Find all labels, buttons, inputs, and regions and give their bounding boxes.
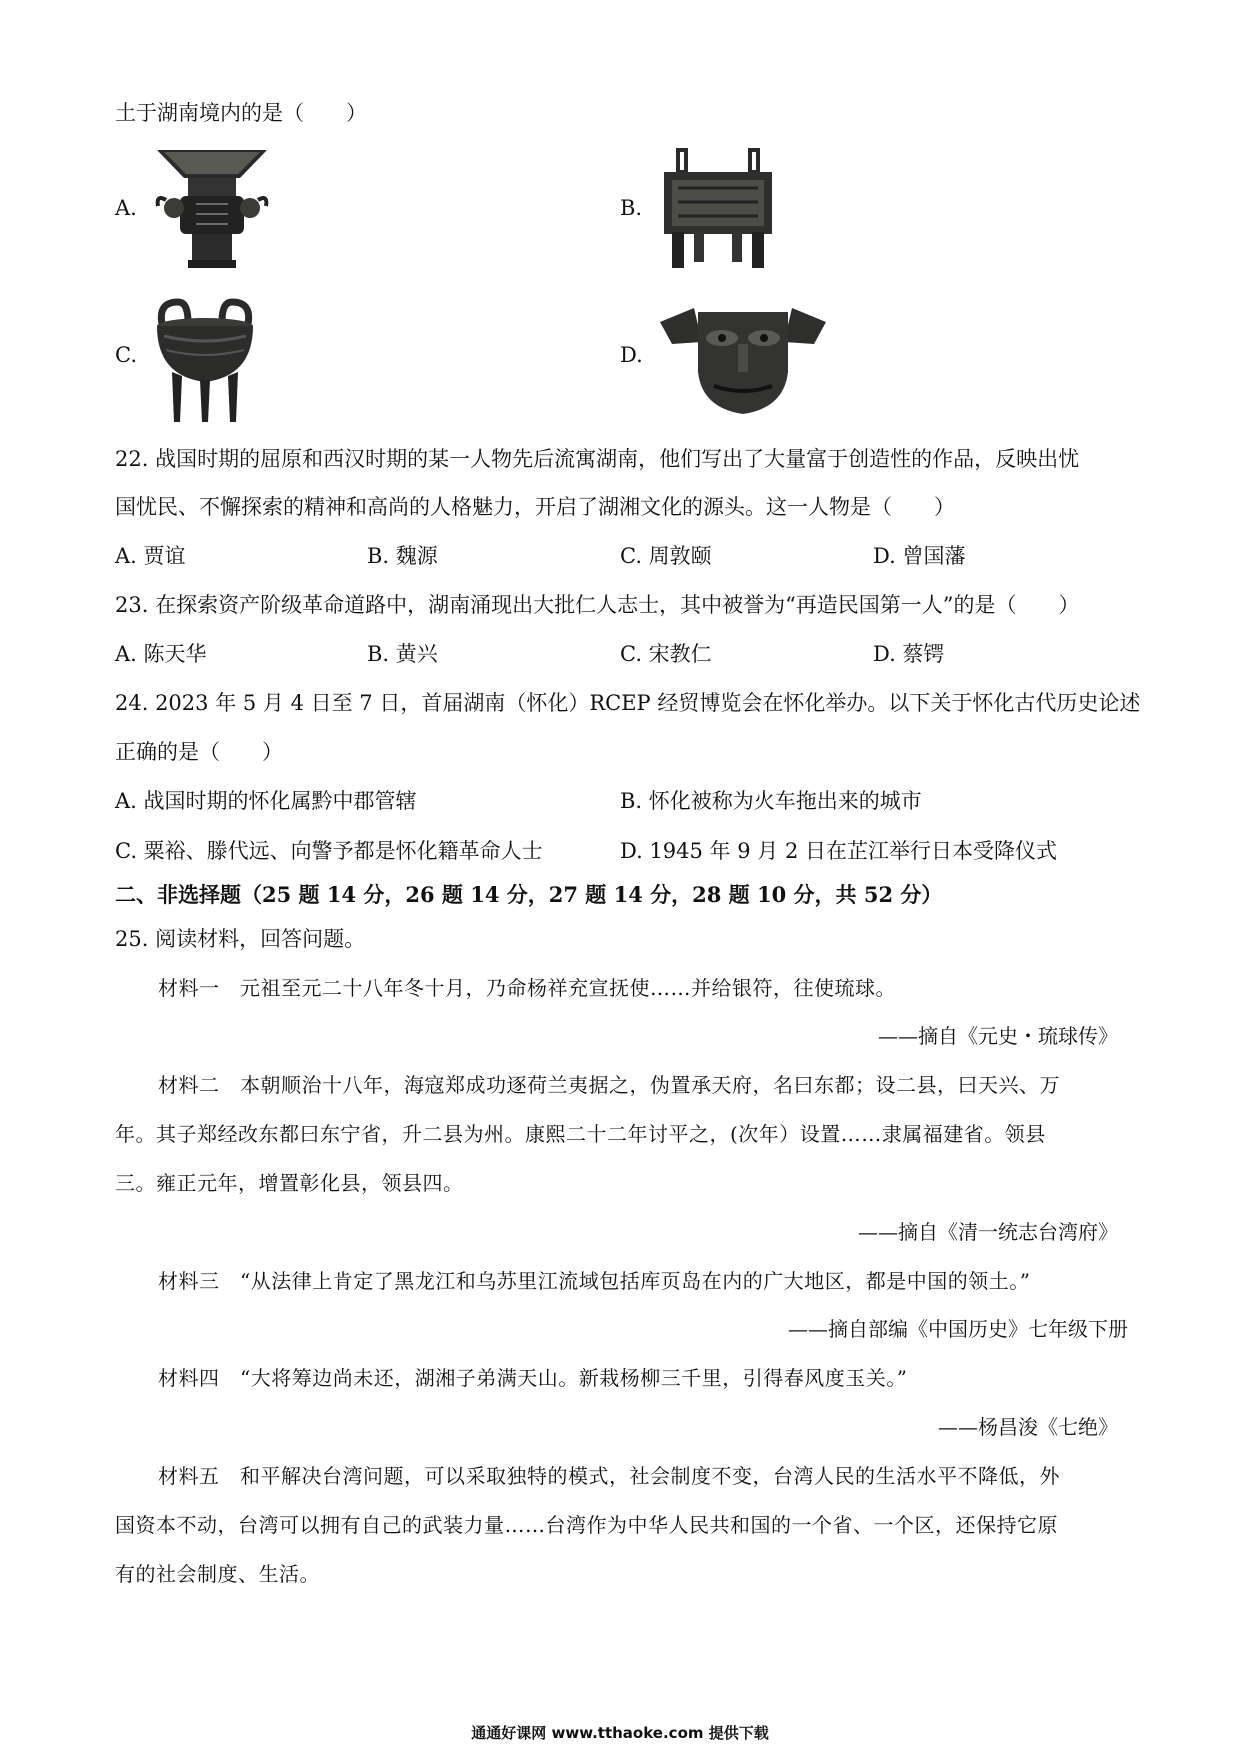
material-1: 材料一 元祖至元二十八年冬十月，乃命杨祥充宣抚使……并给银符，往使琉球。 (158, 976, 896, 1000)
bronze-zun-image (152, 148, 272, 270)
q21-option-b-label: B. (620, 196, 643, 220)
q22-stem-line2: 国忧民、不懈探索的精神和高尚的人格魅力，开启了湖湘文化的源头。这一人物是（ ） (115, 495, 955, 519)
q21-stem-tail: 土于湖南境内的是（ ） (115, 101, 367, 125)
q22-option-c: C. 周敦颐 (620, 544, 712, 568)
material-2-source: ——摘自《清一统志台湾府》 (858, 1220, 1118, 1244)
material-5-line3: 有的社会制度、生活。 (115, 1562, 320, 1586)
material-2-line3: 三。雍正元年，增置彰化县，领县四。 (115, 1171, 464, 1195)
footer-download-note: 通通好课网 www.tthaoke.com 提供下载 (471, 1724, 769, 1742)
q21-option-d-label: D. (620, 343, 643, 367)
bronze-square-ding-image (658, 146, 778, 270)
section2-heading: 二、非选择题（25 题 14 分，26 题 14 分，27 题 14 分，28 题 10 分，共 52 分） (115, 882, 943, 907)
material-3: 材料三 “从法律上肯定了黑龙江和乌苏里江流域包括库页岛在内的广大地区，都是中国的领土。” (158, 1269, 1031, 1293)
q21-option-c-label: C. (115, 343, 137, 367)
q25-intro: 25. 阅读材料，回答问题。 (115, 927, 366, 951)
q24-stem-line2: 正确的是（ ） (115, 740, 283, 764)
q21-option-a-label: A. (115, 196, 137, 220)
q24-option-c: C. 粟裕、滕代远、向警予都是怀化籍革命人士 (115, 839, 543, 863)
material-1-source: ——摘自《元史・琉球传》 (878, 1024, 1118, 1048)
material-2-line1: 材料二 本朝顺治十八年，海寇郑成功逐荷兰夷据之，伪置承天府，名曰东都；设二县，曰天兴、万 (158, 1073, 1060, 1097)
q22-option-b: B. 魏源 (367, 544, 438, 568)
q23-stem-line1: 23. 在探索资产阶级革命道路中，湖南涌现出大批仁人志士，其中被誉为“再造民国第一人”的是（ ） (115, 593, 1080, 617)
q23-option-c: C. 宋教仁 (620, 642, 712, 666)
material-5-line1: 材料五 和平解决台湾问题，可以采取独特的模式，社会制度不变，台湾人民的生活水平不降低，外 (158, 1464, 1060, 1488)
q23-option-b: B. 黄兴 (367, 642, 438, 666)
q24-option-b: B. 怀化被称为火车拖出来的城市 (620, 789, 922, 813)
q24-option-a: A. 战国时期的怀化属黔中郡管辖 (115, 789, 417, 813)
bronze-round-ding-image (150, 296, 260, 424)
material-2-line2: 年。其子郑经改东都曰东宁省，升二县为州。康熙二十二年讨平之，(次年）设置……隶属福建省。领县 (115, 1122, 1046, 1146)
material-4: 材料四 “大将筹边尚未还，湖湘子弟满天山。新栽杨柳三千里，引得春风度玉关。” (158, 1366, 908, 1390)
q23-option-d: D. 蔡锷 (873, 642, 945, 666)
q22-stem-line1: 22. 战国时期的屈原和西汉时期的某一人物先后流寓湖南，他们写出了大量富于创造性的作品，反映出忧 (115, 447, 1080, 471)
q22-option-a: A. 贾谊 (115, 544, 186, 568)
material-3-source: ——摘自部编《中国历史》七年级下册 (788, 1317, 1128, 1341)
q24-option-d: D. 1945 年 9 月 2 日在芷江举行日本受降仪式 (620, 839, 1057, 863)
material-5-line2: 国资本不动，台湾可以拥有自己的武装力量……台湾作为中华人民共和国的一个省、一个区，还保持它原 (115, 1513, 1058, 1537)
material-4-source: ——杨昌浚《七绝》 (938, 1415, 1118, 1439)
bronze-mask-image (658, 298, 828, 416)
q23-option-a: A. 陈天华 (115, 642, 207, 666)
q22-option-d: D. 曾国藩 (873, 544, 966, 568)
q24-stem-line1: 24. 2023 年 5 月 4 日至 7 日，首届湖南（怀化）RCEP 经贸博览会在怀化举办。以下关于怀化古代历史论述 (115, 691, 1141, 715)
